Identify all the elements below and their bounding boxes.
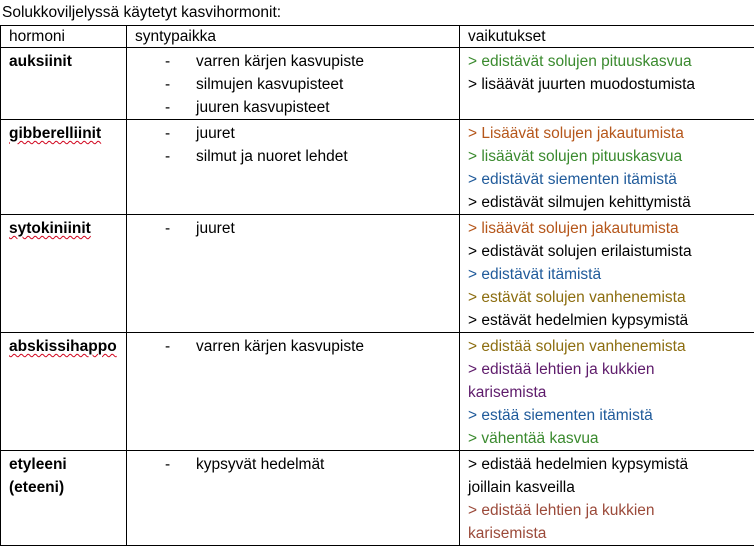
effect-item: > edistää hedelmien kypsymistä — [468, 453, 754, 476]
origin-cell — [127, 120, 460, 215]
effect-item: > estää siementen itämistä — [468, 404, 754, 427]
origin-text: juuret — [196, 122, 235, 145]
effect-item: > lisäävät juurten muodostumista — [468, 73, 754, 96]
hormone-name: sytokiniinit — [9, 217, 126, 240]
hormone-name: etyleeni — [9, 453, 126, 476]
hormone-cell — [1, 215, 127, 333]
table-caption: Solukkoviljelyssä käytetyt kasvihormonit: — [2, 2, 281, 24]
effects-cell — [460, 451, 754, 546]
list-dash: - — [135, 73, 196, 96]
effects-cell — [460, 120, 754, 215]
effects-cell — [460, 215, 754, 333]
header-row — [1, 26, 754, 48]
origin-item — [135, 73, 459, 96]
origin-item — [135, 122, 459, 145]
effect-item: > edistävät siementen itämistä — [468, 168, 754, 191]
table-row — [1, 120, 754, 215]
effect-item: > estävät solujen vanhenemista — [468, 286, 754, 309]
effect-item: > edistävät solujen erilaistumista — [468, 240, 754, 263]
hormone-cell — [1, 451, 127, 546]
header-effects: vaikutukset — [460, 26, 754, 48]
effects-cell — [460, 48, 754, 120]
origin-cell — [127, 333, 460, 451]
effect-item: > lisäävät solujen jakautumista — [468, 217, 754, 240]
origin-text: varren kärjen kasvupiste — [196, 335, 364, 358]
list-dash: - — [135, 217, 196, 240]
effect-item: > edistää lehtien ja kukkien — [468, 499, 754, 522]
origin-item — [135, 50, 459, 73]
effect-item: > vähentää kasvua — [468, 427, 754, 450]
origin-item — [135, 335, 459, 358]
hormone-name: (eteeni) — [9, 476, 126, 499]
hormone-name: abskissihappo — [9, 335, 126, 358]
list-dash: - — [135, 453, 196, 476]
origin-item — [135, 145, 459, 168]
list-dash: - — [135, 122, 196, 145]
list-dash: - — [135, 50, 196, 73]
origin-item — [135, 217, 459, 240]
origin-cell — [127, 215, 460, 333]
effect-item: > edistävät itämistä — [468, 263, 754, 286]
effect-item: > estävät hedelmien kypsymistä — [468, 309, 754, 332]
list-dash: - — [135, 335, 196, 358]
header-hormone: hormoni — [1, 26, 127, 48]
effect-item: joillain kasveilla — [468, 476, 754, 499]
origin-text: varren kärjen kasvupiste — [196, 50, 364, 73]
origin-text: juuren kasvupisteet — [196, 96, 330, 119]
hormone-cell — [1, 48, 127, 120]
effect-item: > Lisäävät solujen jakautumista — [468, 122, 754, 145]
table-row — [1, 215, 754, 333]
origin-text: kypsyvät hedelmät — [196, 453, 324, 476]
table-row — [1, 333, 754, 451]
effect-item: > edistää lehtien ja kukkien — [468, 358, 754, 381]
list-dash: - — [135, 96, 196, 119]
hormone-table — [0, 25, 754, 546]
effect-item: karisemista — [468, 522, 754, 545]
effect-item: > edistävät solujen pituuskasvua — [468, 50, 754, 73]
list-dash: - — [135, 145, 196, 168]
effect-item: > lisäävät solujen pituuskasvua — [468, 145, 754, 168]
origin-text: silmut ja nuoret lehdet — [196, 145, 348, 168]
origin-text: silmujen kasvupisteet — [196, 73, 343, 96]
hormone-cell — [1, 120, 127, 215]
header-origin: syntypaikka — [127, 26, 460, 48]
table-row — [1, 48, 754, 120]
origin-cell — [127, 48, 460, 120]
table-row — [1, 451, 754, 546]
hormone-name: auksiinit — [9, 50, 126, 73]
origin-item — [135, 96, 459, 119]
effect-item: > edistävät silmujen kehittymistä — [468, 191, 754, 214]
origin-text: juuret — [196, 217, 235, 240]
origin-cell — [127, 451, 460, 546]
effect-item: karisemista — [468, 381, 754, 404]
hormone-name: gibberelliinit — [9, 122, 126, 145]
effects-cell — [460, 333, 754, 451]
effect-item: > edistää solujen vanhenemista — [468, 335, 754, 358]
origin-item — [135, 453, 459, 476]
hormone-cell — [1, 333, 127, 451]
